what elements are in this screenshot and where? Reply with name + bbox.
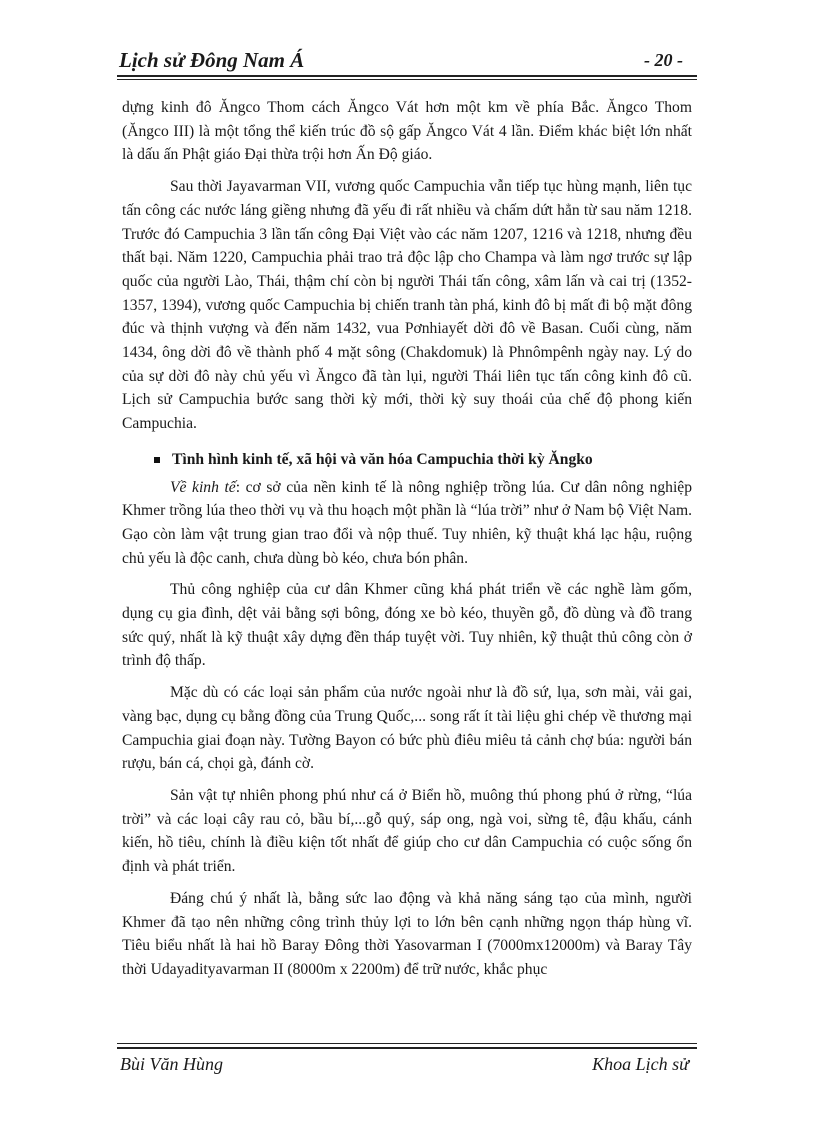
footer-department: Khoa Lịch sử: [592, 1054, 689, 1074]
paragraph: Mặc dù có các loại sản phẩm của nước ngoài như là đồ sứ, lụa, sơn mài, vải gai, vàng bạc, dụng cụ bằng đồng của Trung Quốc,... song rất ít tài liệu ghi chép về thương mại Campuchia giai đoạn này. Tường Bayon có bức phù điêu miêu tả cảnh chợ búa: người bán rượu, bán cá, chọi gà, đánh cờ.: [122, 684, 692, 773]
page-header: [119, 46, 697, 74]
paragraph: Sau thời Jayavarman VII, vương quốc Campuchia vẫn tiếp tục hùng mạnh, liên tục tấn công các nước láng giềng nhưng đã yếu đi rất nhiều và chấm dứt hẳn từ sau năm 1218. Trước đó Campuchia 3 lần tấn công Đại Việt vào các năm 1207, 1216 và 1218, nhưng đều thất bại. Năm 1220, Campuchia phải trao trả độc lập cho Champa và làm ngơ trước sự lập quốc của người Lào, Thái, thậm chí còn bị người Thái tấn công, xâm lấn và cai trị (1352-1357, 1394), vương quốc Campuchia bị chiến tranh tàn phá, kinh đô bị mất đi bộ mặt đông đúc và thịnh vượng và đến năm 1432, vua Pơnhiayết dời đô về Basan. Cuối cùng, năm 1434, ông dời đô về thành phố 4 mặt sông (Chakdomuk) là Phnômpênh ngày nay. Lý do của sự dời đô này chủ yếu vì Ăngco đã tàn lụi, người Thái liên tục tấn công kinh đô cũ. Lịch sử Campuchia bước sang thời kỳ mới, thời kỳ suy thoái của chế độ phong kiến Campuchia.: [122, 178, 692, 433]
paragraph-lead: Về kinh tế: [170, 478, 236, 496]
footer-divider-thin: [117, 1043, 697, 1044]
paragraph: dựng kinh đô Ăngco Thom cách Ăngco Vát hơn một km về phía Bắc. Ăngco Thom (Ăngco III) là một tổng thể kiến trúc đồ sộ gấp Ăngco Vát 4 lần. Điểm khác biệt lớn nhất là dấu ấn Phật giáo Đại thừa trội hơn Ấn Độ giáo.: [122, 99, 692, 164]
paragraph: Sản vật tự nhiên phong phú như cá ở Biển hồ, muông thú phong phú ở rừng, “lúa trời” và các loại cây rau cỏ, bầu bí,...gỗ quý, sáp ong, ngà voi, sừng tê, đậu khấu, cánh kiến, hồ tiêu, chính là điều kiện tốt nhất để giúp cho cư dân Campuchia có cuộc sống ổn định và phát triển.: [122, 786, 692, 876]
paragraph: Đáng chú ý nhất là, bằng sức lao động và khả năng sáng tạo của mình, người Khmer đã tạo nên những công trình thủy lợi to lớn bên cạnh những ngọn tháp hùng vĩ. Tiêu biểu nhất là hai hồ Baray Đông thời Yasovarman I (7000mx12000m) và Baray Tây thời Udayadityavarman II (8000m x 2200m) để trữ nước, khắc phục: [122, 889, 692, 978]
page-number: - 20 -: [644, 50, 683, 70]
paragraph: [122, 476, 692, 571]
paragraph: Thủ công nghiệp của cư dân Khmer cũng khá phát triển về các nghề làm gốm, dụng cụ gia đình, dệt vải bằng sợi bông, đóng xe bò kéo, thuyền gỗ, đồ dùng và đồ trang sức quý, nhất là kỹ thuật xây dựng đền tháp tuyệt vời. Tuy nhiên, kỹ thuật thủ công còn ở trình độ thấp.: [122, 581, 692, 670]
document-body: [122, 96, 692, 990]
paragraph-text: : cơ sở của nền kinh tế là nông nghiệp trồng lúa. Cư dân nông nghiệp Khmer trồng lúa theo thời vụ và thu hoạch một phần là “lúa trời” như ở Nam bộ Việt Nam. Gạo còn làm vật trung gian trao đổi và nộp thuế. Tuy nhiên, kỹ thuật khá lạc hậu, ruộng chủ yếu là độc canh, chưa dùng bò kéo, chưa bón phân.: [122, 478, 692, 567]
footer-divider: [117, 1047, 697, 1049]
footer-author: Bùi Văn Hùng: [120, 1054, 223, 1074]
section-heading-text: Tình hình kinh tế, xã hội và văn hóa Campuchia thời kỳ Ăngko: [172, 450, 593, 468]
header-title: Lịch sử Đông Nam Á: [119, 48, 305, 72]
section-heading: [122, 448, 692, 472]
square-bullet-icon: [154, 457, 160, 463]
header-divider-thin: [117, 79, 697, 80]
header-divider: [117, 75, 697, 77]
